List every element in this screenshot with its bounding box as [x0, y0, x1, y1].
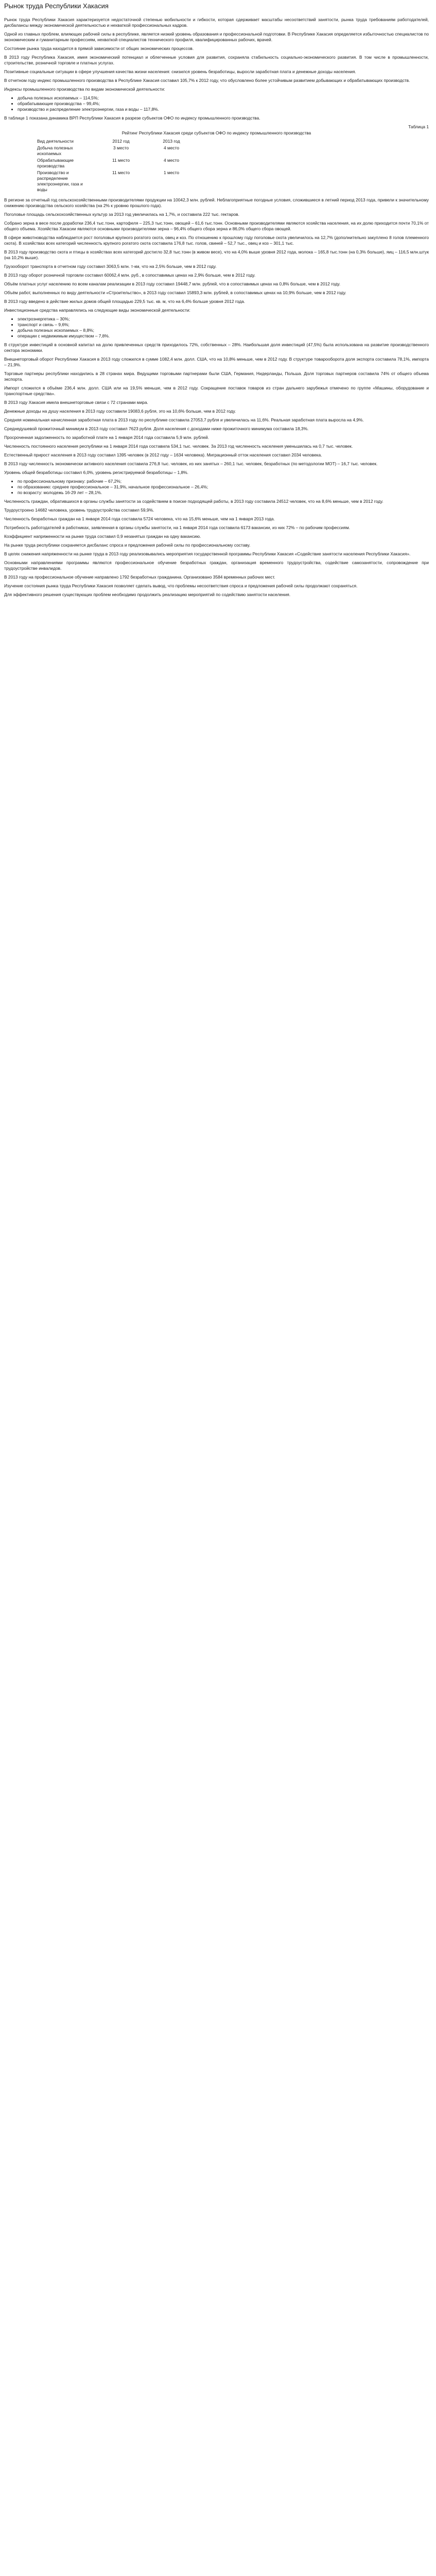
article — [4, 2, 429, 601]
table-header-cell: 2012 год — [112, 139, 130, 144]
paragraph: Состояние рынка труда находится в прямой зависимости от общих экономических процессов. — [4, 46, 194, 51]
paragraph: В 2013 году Хакасия имела внешнеторговые связи с 72 странами мира. — [4, 400, 148, 405]
page-title: Рынок труда Республики Хакасия — [4, 2, 109, 10]
paragraph: Импорт сложился в объёме 236,4 млн. долл. США или на 19,5% меньше, чем в 2012 году. Сокращение поставок товаров из стран дальнего зарубежья отмечено по группе «Машины, оборудование и транспортные средства». — [4, 385, 429, 396]
paragraph: Естественный прирост населения в 2013 году составил 1395 человек (в 2012 году – 1634 человека). Миграционный отток населения составил 2034 человека. — [4, 452, 322, 457]
table-row — [35, 157, 197, 170]
paragraph: Денежные доходы на душу населения в 2013 году составили 19083,6 рубля, это на 10,6% больше, чем в 2012 году. — [4, 409, 236, 414]
bullet-list — [4, 479, 429, 496]
paragraph: Одной из главных проблем, влияющих рабочей силы в республике, является низкий уровень образования и профессиональной подготовки. В Республике Хакасия определяется избыточностью специалистов по экономическим и гуманитарным профессиям, нехваткой специалистов технического профиля, квалифицированных рабочих, врачей. — [4, 31, 429, 42]
paragraph: Индексы промышленного производства по видам экономической деятельности: — [4, 87, 165, 92]
bullet-item: • по возрасту: молодежь 16-29 лет – 28,1%. — [18, 490, 429, 496]
paragraph: Потребность работодателей в работниках, заявленная в органы службы занятости, на 1 января 2014 года составила 6173 вакансии, из них 72% – по рабочим профессиям. — [4, 525, 351, 530]
bullet-list — [4, 316, 429, 339]
table-cell: 4 место — [164, 158, 179, 163]
bullet-list — [4, 95, 429, 112]
paragraph: Численность постоянного населения республики на 1 января 2014 года составила 534,1 тыс. человек. За 2013 год численность населения уменьшилась на 0,7 тыс. человек. — [4, 444, 353, 449]
paragraph: В 2013 году численность экономически активного населения составила 276,8 тыс. человек, из них занятых – 260,1 тыс. человек, безработных (по методологии МОТ) – 16,7 тыс. человек. — [4, 461, 378, 466]
paragraph: Собрано зерна в весе после доработки 236,4 тыс.тонн, картофеля – 225,3 тыс.тонн, овощей – 61,6 тыс.тонн. Основными производителями являются хозяйства населения, на их долю приходится почти 70,1% от общего объема. Хозяйства Хакасии являются основными производителями зерна – 96,4% общего сбора зерна и 86,0% общего сбора овощей. — [4, 221, 429, 231]
paragraph: Просроченная задолженность по заработной плате на 1 января 2014 года составила 5,9 млн. рублей. — [4, 435, 210, 440]
table-cell: 11 место — [112, 170, 130, 175]
paragraph: Инвестиционные средства направлялись на следующие виды экономической деятельности: — [4, 308, 190, 313]
table-cell: 11 место — [112, 158, 130, 163]
data-table — [35, 138, 197, 193]
table-header-row — [35, 138, 197, 145]
table-row — [35, 170, 197, 193]
paragraph: На рынке труда республики сохраняется дисбаланс спроса и предложения рабочей силы по профессиональному составу. — [4, 543, 251, 548]
paragraph: Изучение состояния рынка труда Республики Хакасия позволяет сделать вывод, что проблемы несоответствия спроса и предложения рабочей силы продолжают сохраняться. — [4, 583, 358, 588]
paragraph: Позитивные социальные ситуации в сфере улучшения качества жизни населения: снизился уровень безработицы, выросли заработная плата и денежные доходы населения. — [4, 69, 356, 74]
paragraph: Объём платных услуг населению по всем каналам реализации в 2013 году составил 19448,7 млн. рублей, что в сопоставимых ценах на 0,8% больше, чем в 2012 году. — [4, 281, 341, 286]
paragraph: Среднедушевой прожиточный минимум в 2013 году составил 7623 рубля. Доля населения с доходами ниже прожиточного минимума составила 18,3%. — [4, 426, 309, 431]
paragraph: Средняя номинальная начисленная заработная плата в 2013 году по республике составила 27053,7 рубля и увеличилась на 11,6%. Реальная заработная плата выросла на 4,9%. — [4, 417, 364, 422]
paragraph: В сфере животноводства наблюдается рост поголовья крупного рогатого скота, овец и коз. По отношению к прошлому году поголовье скота увеличилось на 12,7% (дополнительно закуплено 8 голов племенного скота). В хозяйствах всех категорий численность крупного рогатого скота составила 176,8 тыс. голов, свиней – 52,7 тыс., овец и коз – 301,1 тыс. — [4, 235, 429, 246]
paragraph: Численность граждан, обратившихся в органы службы занятости за содействием в поиске подходящей работы, в 2013 году составила 24512 человек, что на 8,6% меньше, чем в 2012 году. — [4, 499, 383, 504]
paragraph: Грузооборот транспорта в отчетном году составил 3063,5 млн. т-км, что на 2,5% больше, чем в 2012 году. — [4, 264, 217, 269]
table-cell: Производство и распределение электроэнергии, газа и воды — [37, 170, 83, 192]
paragraph: В 2013 году на профессиональное обучение направлено 1792 безработных гражданина. Организовано 3584 временных рабочих мест. — [4, 574, 275, 580]
bullet-item: • по образованию: среднее профессиональное – 31,9%, начальное профессиональное – 26,4%; — [18, 484, 429, 490]
table-title: Рейтинг Республики Хакасия среди субъектов ОФО по индексу промышленного производства — [121, 130, 311, 135]
paragraph: Уровень общей безработицы составил 6,0%, уровень регистрируемой безработицы – 1,8%. — [4, 470, 188, 475]
paragraph: Торговые партнеры республики находились в 28 странах мира. Ведущими торговыми партнерами были США, Германия, Нидерланды, Польша. Доля торговых партнеров составила 74% от общего объема экспорта. — [4, 371, 429, 382]
paragraph: В 2013 году введено в действие жилых домов общей площадью 229,5 тыс. кв. м, что на 6,4% больше уровня 2012 года. — [4, 299, 246, 304]
table-cell: Добыча полезных ископаемых — [37, 145, 73, 156]
paragraph: Рынок труда Республики Хакасия характеризуется недостаточной степенью мобильности и гибкости, которая сдерживает масштабы несоответствий занятости, рынка труда требованиям работодателей, дисбалансы между экономической деятельностью и нехваткой профессиональных кадров. — [4, 17, 429, 28]
table-caption: Таблица 1 — [408, 124, 429, 129]
paragraph: Трудоустроено 14682 человека, уровень трудоустройства составил 59,9%. — [4, 507, 154, 513]
paragraph: В структуре инвестиций в основной капитал на долю привлеченных средств приходилось 72%, собственных – 28%. Наибольшая доля инвестиций (47,5%) была использована на развитие производственного сектора экономики. — [4, 342, 429, 353]
paragraph: В 2013 году Республика Хакасия, имея экономический потенциал и облегченные условия для развития, сохраняла стабильность социально-экономического развития. В том числе в промышленности, строительстве, розничной торговле и платных услугах. — [4, 55, 429, 65]
paragraph: Внешнеторговый оборот Республики Хакасия в 2013 году сложился в сумме 1082,4 млн. долл. США, что на 10,8% меньше, чем в 2012 году. В структуре товарооборота доля экспорта составила 78,1%, импорта – 21,9%. — [4, 357, 429, 367]
paragraph: Объём работ, выполненных по виду деятельности «Строительство», в 2013 году составил 15893,3 млн. рублей, в сопоставимых ценах на 10,9% больше, чем в 2012 году. — [4, 290, 346, 295]
paragraph: Численность безработных граждан на 1 января 2014 года составила 5724 человека, что на 15,6% меньше, чем на 1 января 2013 года. — [4, 516, 275, 521]
table-header-cell: 2013 год — [163, 139, 180, 144]
bullet-item: • операции с недвижимым имуществом – 7,8%. — [18, 333, 429, 339]
bullet-item: • добыча полезных ископаемых – 114,5%; — [18, 95, 429, 101]
bullet-item: • транспорт и связь – 9,6%; — [18, 322, 429, 328]
paragraph: В 2013 году производство скота и птицы в хозяйствах всех категорий достигло 32,8 тыс.тонн (в живом весе), что на 4,0% выше уровня 2012 года, молока – 165,8 тыс.тонн (на 0,3% больше), яиц – 116,5 млн.штук (на 10,2% выше). — [4, 249, 429, 260]
paragraph: В целях снижения напряженности на рынке труда в 2013 году реализовывались мероприятия государственной программы Республики Хакасия «Содействие занятости населения Республики Хакасия». — [4, 551, 411, 556]
paragraph: В таблице 1 показана динамика ВРП Республики Хакасия в разрезе субъектов ОФО по индексу промышленного производства. — [4, 115, 260, 121]
paragraph: Основными направлениями программы являются профессиональное обучение безработных граждан, организация временного трудоустройства, содействие самозанятости, сопровождение при трудоустройстве инвалидов. — [4, 560, 429, 571]
table-row — [35, 145, 197, 157]
table-header-cell: Вид деятельности — [37, 139, 74, 144]
bullet-item: • обрабатывающие производства – 99,4%; — [18, 101, 429, 107]
paragraph: В 2013 году оборот розничной торговли составил 60062,4 млн. руб., в сопоставимых ценах на 2,9% больше, чем в 2012 году. — [4, 273, 256, 278]
paragraph: Для эффективного решения существующих проблем необходимо продолжить реализацию мероприятий по содействию занятости населения. — [4, 592, 291, 597]
bullet-item: • добыча полезных ископаемых – 8,8%; — [18, 328, 429, 333]
bullet-item: • по профессиональному признаку: рабочие – 67,2%; — [18, 479, 429, 484]
paragraph: В отчетном году индекс промышленного производства в Республике Хакасия составил 105,7% к 2012 году, что обусловлено более устойчивым развитием добывающих и обрабатывающих производств. — [4, 78, 410, 83]
paragraph: Поголовье площадь сельскохозяйственных культур за 2013 год увеличилась на 1,7%, и составила 222 тыс. гектаров. — [4, 212, 239, 217]
paragraph: Коэффициент напряженности на рынке труда составил 0,9 незанятых граждан на одну вакансию. — [4, 534, 201, 539]
table-cell: 4 место — [164, 145, 179, 150]
bullet-item: • производство и распределение электроэнергии, газа и воды – 117,8%. — [18, 107, 429, 112]
paragraph: В регионе за отчетный год сельскохозяйственными производителями продукции на 10042,3 млн. рублей. Неблагоприятные погодные условия, сложившиеся в летний период 2013 года, привели к значительному снижению производства сельского хозяйства (на 2% к уровню прошлого года). — [4, 197, 429, 208]
table-cell: 1 место — [164, 170, 179, 175]
table-cell: Обрабатывающие производства — [37, 158, 74, 168]
bullet-item: • электроэнергетика – 30%; — [18, 316, 429, 322]
table-cell: 3 место — [113, 145, 129, 150]
